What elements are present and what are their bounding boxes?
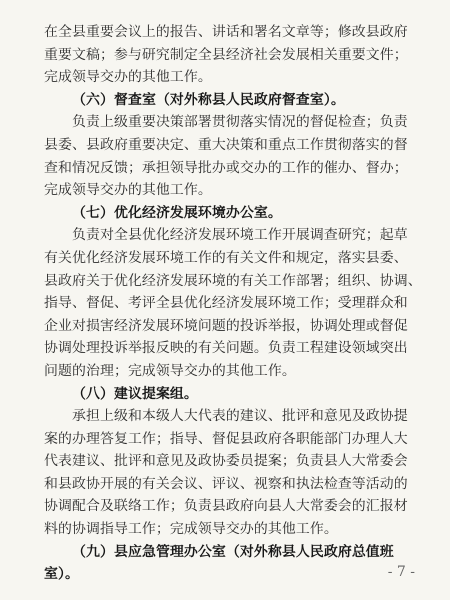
section-heading: （七）优化经济发展环境办公室。 — [72, 204, 282, 221]
text-line: 重要文稿；参与研究制定全县经济社会发展相关重要文件； — [44, 46, 408, 63]
text-line: 完成领导交办的其他工作。 — [44, 182, 212, 199]
section-heading: （六）督查室（对外称县人民政府督查室）。 — [72, 91, 345, 108]
text-line: 协调处理投诉举报反映的有关问题。负责工程建设领域突出 — [44, 340, 408, 357]
text-line: 协调配合及联络工作；负责县政府向县人大常委会的汇报材 — [44, 498, 408, 515]
text-line: 县委、县政府重要决定、重大决策和重点工作贯彻落实的督 — [44, 136, 408, 153]
section-heading-continuation: 室）。 — [44, 566, 80, 583]
text-line: 案的办理答复工作；指导、督促县政府各职能部门办理人大 — [44, 430, 408, 447]
document-body — [44, 21, 424, 586]
text-line: 料的协调指导工作；完成领导交办的其他工作。 — [44, 521, 338, 538]
text-line: 查和情况反馈；承担领导批办或交办的工作的催办、督办； — [44, 159, 408, 176]
page-number: - 7 - — [387, 564, 415, 580]
text-line: 完成领导交办的其他工作。 — [44, 69, 212, 86]
section-heading: （八）建议提案组。 — [72, 385, 198, 402]
paragraph-first-line: 负责上级重要决策部署贯彻落实情况的督促检查；负责 — [72, 114, 408, 131]
text-line: 有关优化经济发展环境工作的有关文件和规定，落实县委、 — [44, 249, 408, 266]
text-line: 和县政协开展的有关会议、评议、视察和执法检查等活动的 — [44, 475, 408, 492]
text-line: 问题的治理；完成领导交办的其他工作。 — [44, 362, 296, 379]
text-line: 在全县重要会议上的报告、讲话和署名文章等；修改县政府 — [44, 24, 408, 40]
section-heading: （九）县应急管理办公室（对外称县人民政府总值班 — [72, 543, 394, 560]
text-line: 指导、督促、考评全县优化经济发展环境工作；受理群众和 — [44, 295, 408, 312]
paragraph-first-line: 负责对全县优化经济发展环境工作开展调查研究；起草 — [72, 227, 408, 244]
text-line: 企业对损害经济发展环境问题的投诉举报，协调处理或督促 — [44, 317, 408, 334]
text-line: 县政府关于优化经济发展环境的有关工作部署；组织、协调、 — [44, 272, 422, 289]
text-line: 代表建议、批评和意见及政协委员提案；负责县人大常委会 — [44, 453, 408, 470]
paragraph-first-line: 承担上级和本级人大代表的建议、批评和意见及政协提 — [72, 408, 408, 425]
